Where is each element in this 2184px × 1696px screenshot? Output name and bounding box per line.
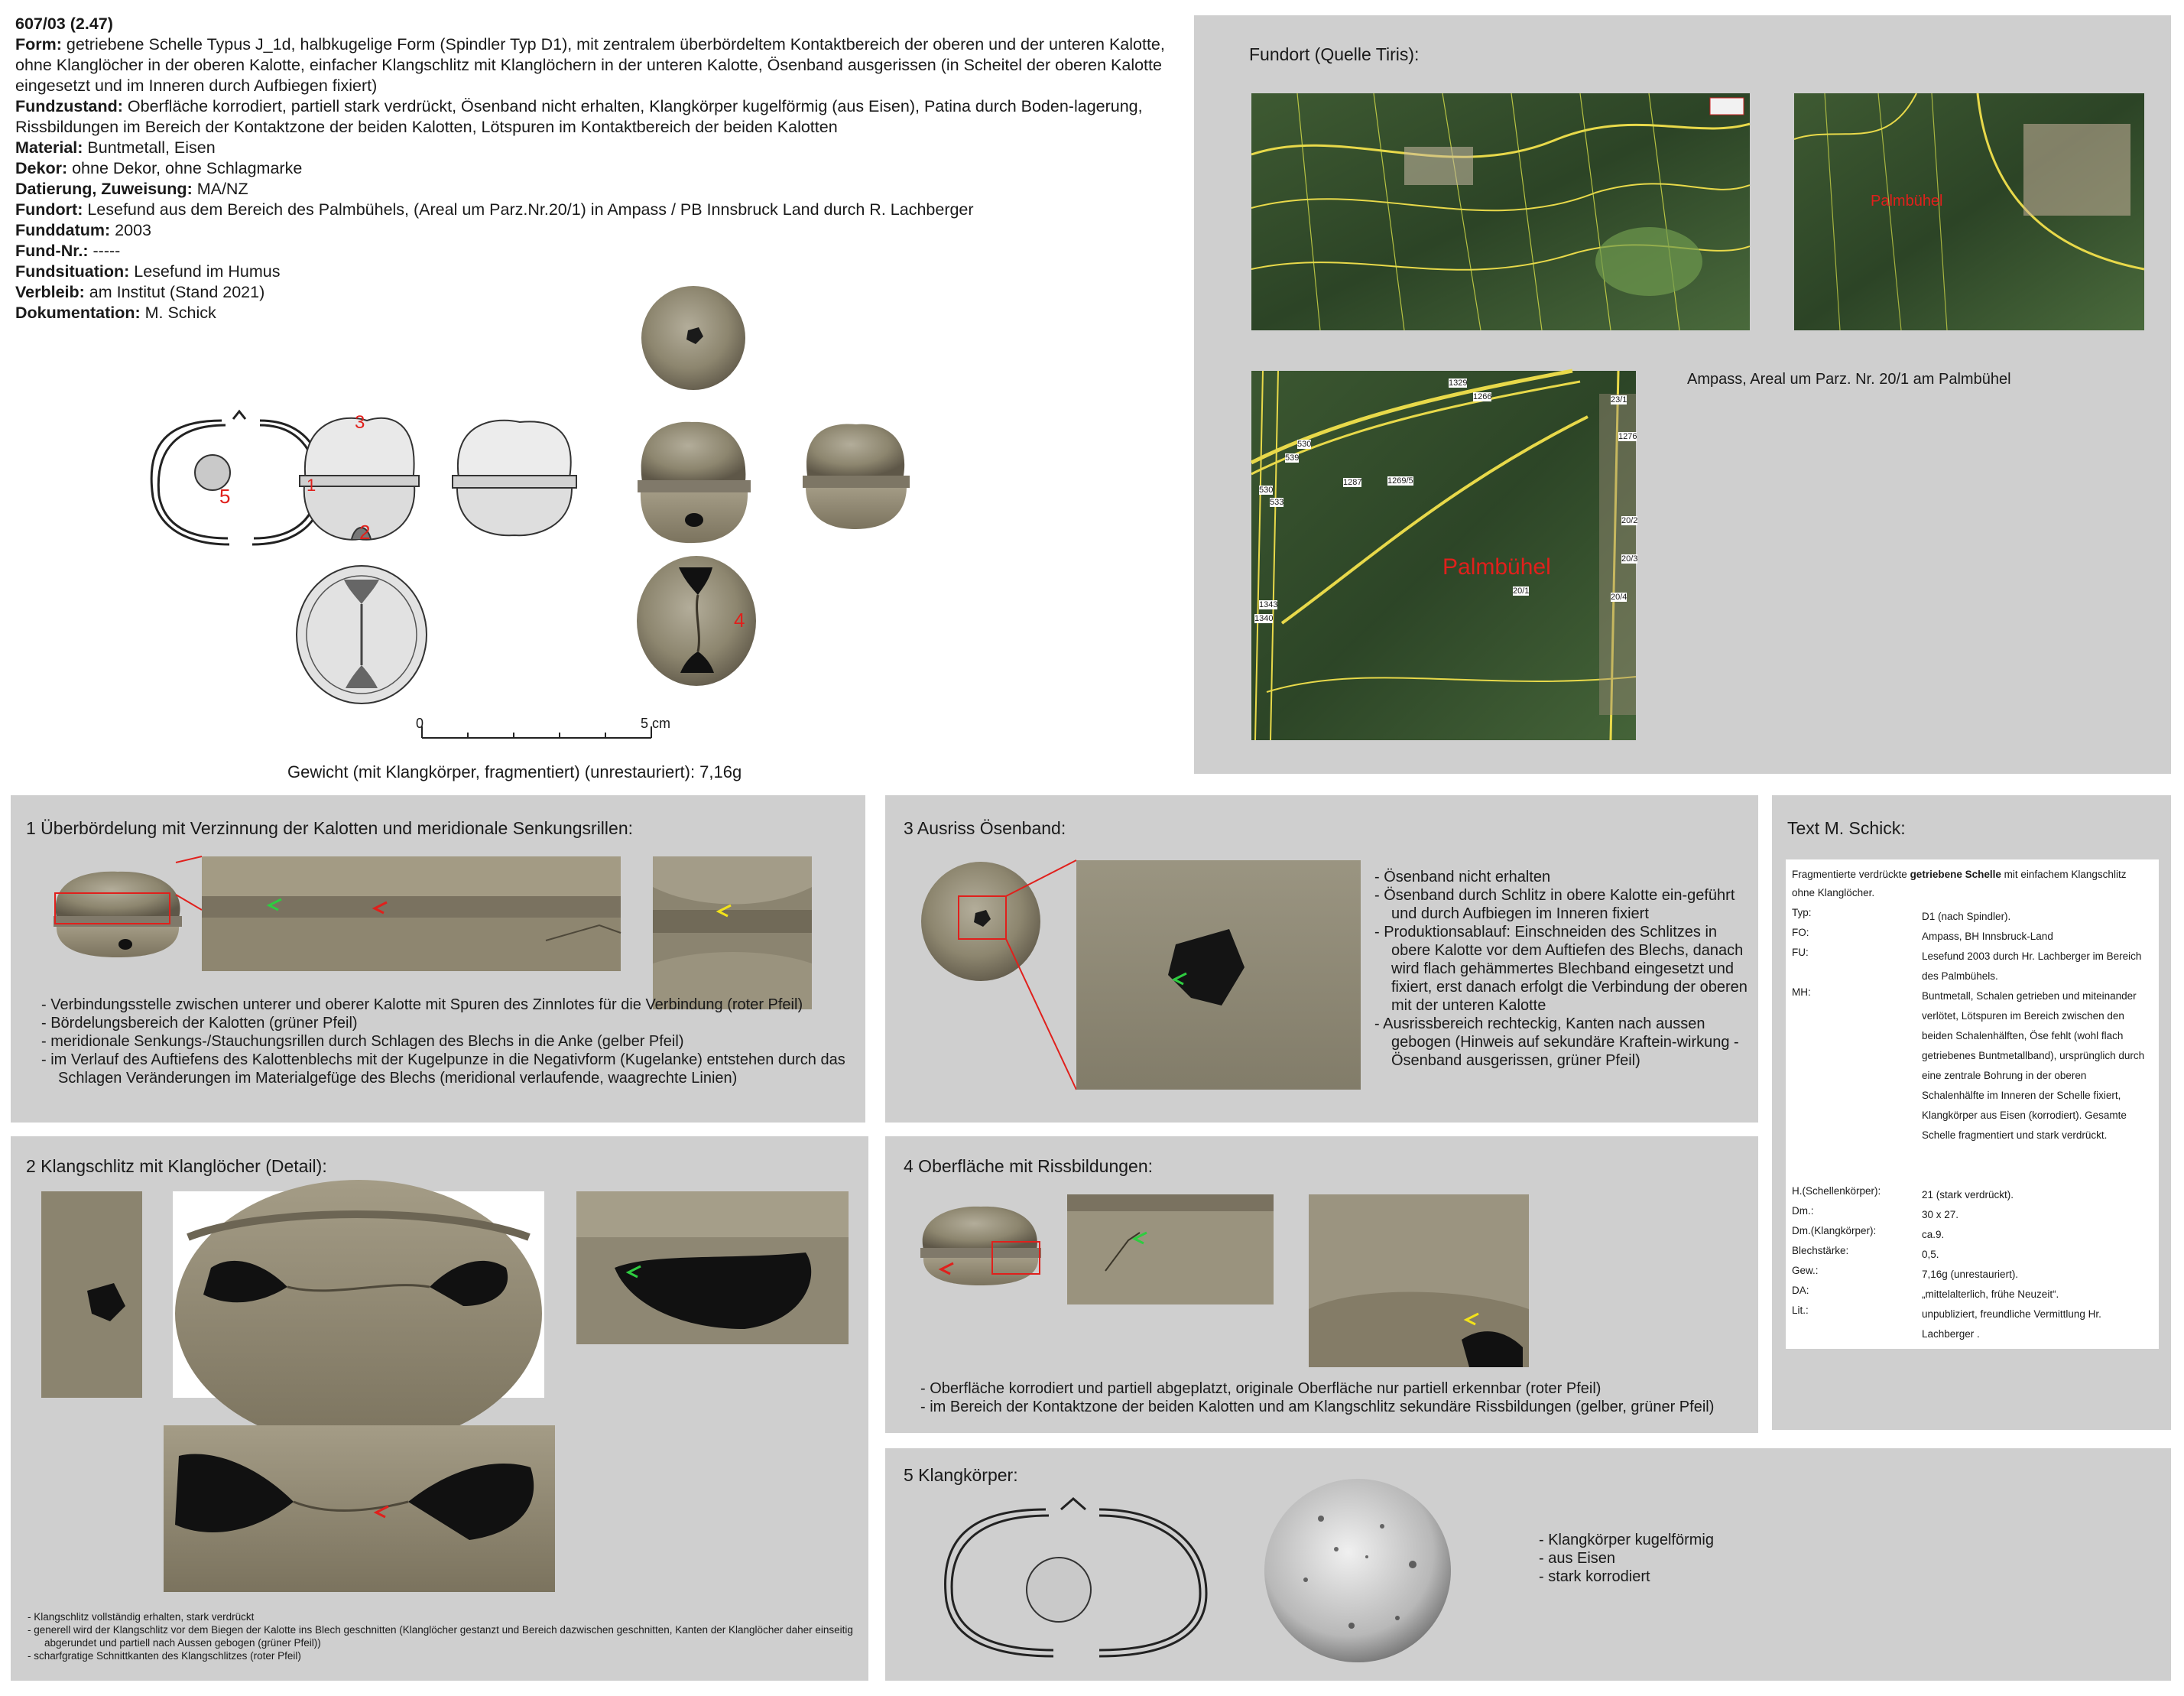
- panel-3-detail-photo: [1076, 860, 1361, 1090]
- field-fundort: Fundort: Lesefund aus dem Bereich des Palmbühels, (Areal um Parz.Nr.20/1) in Ampass / PB Innsbruck Land durch R. Lachberger: [15, 200, 974, 219]
- panel-2-slit-photo: [173, 1191, 544, 1398]
- panel-4-slit-crack-photo: [1309, 1194, 1529, 1367]
- panel-2-bullets: [28, 1610, 853, 1662]
- field-dokumentation: Dokumentation: M. Schick: [15, 304, 216, 322]
- text-intro: Fragmentierte verdrückte getriebene Schelle mit einfachem Klangschlitz ohne Klanglöcher.: [1792, 869, 2127, 898]
- panel-4-bullet: - im Bereich der Kontaktzone der beiden Kalotten und am Klangschlitz sekundäre Rissbildungen (gelber, grüner Pfeil): [920, 1398, 1754, 1416]
- photo-top: [641, 286, 745, 390]
- panel-3-bullet: - Ösenband nicht erhalten: [1374, 868, 1749, 886]
- map-parcel-label: Palmbühel: [1442, 554, 1551, 580]
- panel-5-klangkoerper-photo: [1260, 1473, 1455, 1668]
- panel-2-cut-photo: [164, 1425, 555, 1592]
- parcel-530-b: 530: [1259, 486, 1274, 495]
- label-1: 1: [307, 476, 316, 495]
- panel-1-bullet: - im Verlauf des Auftiefens des Kalottenblechs mit der Kugelpunze in die Negativform (Kugelanke) entstehen durch das Schlagen Veränderungen im Materialgefüge des Blechs (meridional verlaufende, waagrechte Linien): [41, 1051, 852, 1087]
- panel-4-title: 4 Oberfläche mit Rissbildungen:: [904, 1156, 1153, 1176]
- fundort-caption: Ampass, Areal um Parz. Nr. 20/1 am Palmbühel: [1687, 371, 2011, 388]
- parcel-1287: 1287: [1343, 478, 1362, 487]
- map-parcel: [1251, 371, 1636, 740]
- scale-start: 0: [416, 716, 424, 731]
- field-dekor: Dekor: ohne Dekor, ohne Schlagmarke: [15, 159, 303, 177]
- parcel-20-4: 20/4: [1611, 593, 1627, 602]
- photo-side: [803, 424, 910, 529]
- panel-4: [885, 1136, 1758, 1433]
- panel-3-bullet: - Ausrissbereich rechteckig, Kanten nach aussen gebogen (Hinweis auf sekundäre Kraftein-wirkung - Ösenband ausgerissen, grüner Pfeil): [1374, 1015, 1749, 1070]
- panel-1-bullets: [41, 996, 852, 1087]
- label-3: 3: [355, 412, 365, 433]
- parcel-539: 539: [1285, 453, 1300, 463]
- panel-3-bullets: [1374, 868, 1749, 1070]
- panel-2-side-photo: [41, 1191, 142, 1398]
- field-funddatum: Funddatum: 2003: [15, 221, 152, 239]
- panel-5-title: 5 Klangkörper:: [904, 1465, 1018, 1485]
- label-4: 4: [734, 609, 745, 632]
- parcel-20-2: 20/2: [1621, 516, 1638, 525]
- parcel-1266: 1266: [1473, 392, 1492, 401]
- panel-3: [885, 795, 1758, 1123]
- field-fund-nr: Fund-Nr.: -----: [15, 242, 121, 260]
- panel-2-bullet: - scharfgratige Schnittkanten des Klangschlitzes (roter Pfeil): [28, 1649, 853, 1662]
- fundort-title: Fundort (Quelle Tiris):: [1249, 44, 1420, 64]
- panel-5-bullet: - aus Eisen: [1539, 1549, 1845, 1568]
- field-fundzustand: Fundzustand: Oberfläche korrodiert, partiell stark verdrückt, Ösenband nicht erhalten, Klangkörper kugelförmig (aus Eisen), Patina durch Boden-lagerung, Rissbildungen im Bereich der Kontaktzone der beiden Kalotten, Lötspuren im Kontaktbereich der beiden Kalotten: [15, 97, 1143, 136]
- panel-2-bullet: - Klangschlitz vollständig erhalten, stark verdrückt: [28, 1610, 853, 1623]
- parcel-1343: 1343: [1259, 600, 1278, 609]
- field-form: Form: getriebene Schelle Typus J_1d, halbkugelige Form (Spindler Typ D1), mit zentralem überbördeltem Kontaktbereich der oberen und der unteren Kalotte, ohne Klanglöcher in der oberen Kalotte, einfacher Klangschlitz mit Klanglöchern in der unteren Kalotte, Ösenband ausgerissen (in Scheitel der oberen Kalotte eingesetzt und im Inneren durch Aufbiegen fixiert): [15, 35, 1165, 95]
- panel-4-bullet: - Oberfläche korrodiert und partiell abgeplatzt, originale Oberfläche nur partiell erkennbar (roter Pfeil): [920, 1379, 1754, 1398]
- scale-end: 5 cm: [641, 716, 671, 731]
- panel-1-bullet: - Verbindungsstelle zwischen unterer und oberer Kalotte mit Spuren des Zinnlotes für die Verbindung (roter Pfeil): [41, 996, 852, 1014]
- panel-5: [885, 1448, 2171, 1681]
- panel-1-bullet: - Bördelungsbereich der Kalotten (grüner Pfeil): [41, 1014, 852, 1032]
- map-overview: [1251, 93, 1750, 330]
- panel-4-bullets: [920, 1379, 1754, 1416]
- panel-5-bullet: - Klangkörper kugelförmig: [1539, 1531, 1845, 1549]
- map-detail: [1794, 93, 2144, 330]
- parcel-1276: 1276: [1618, 432, 1637, 441]
- map-detail-label: Palmbühel: [1871, 193, 1943, 210]
- panel-3-title: 3 Ausriss Ösenband:: [904, 818, 1066, 838]
- parcel-1269-5: 1269/5: [1387, 476, 1413, 486]
- parcel-533: 533: [1270, 498, 1284, 507]
- parcel-1329: 1329: [1449, 379, 1468, 388]
- weight-caption: Gewicht (mit Klangkörper, fragmentiert) (unrestauriert): 7,16g: [287, 762, 742, 781]
- panel-2-title: 2 Klangschlitz mit Klanglöcher (Detail):: [26, 1156, 327, 1176]
- object-id: 607/03 (2.47): [15, 15, 113, 33]
- panel-1-rill-photo: [653, 856, 812, 1009]
- panel-1-title: 1 Überbördelung mit Verzinnung der Kalotten und meridionale Senkungsrillen:: [26, 818, 633, 838]
- fundort-panel: [1194, 15, 2171, 774]
- field-material: Material: Buntmetall, Eisen: [15, 138, 216, 157]
- side-drawing: [453, 421, 576, 536]
- parcel-23-1: 23/1: [1611, 395, 1627, 405]
- panel-3-bullet: - Ösenband durch Schlitz in obere Kalotte ein-geführt und durch Aufbiegen im Inneren fixiert: [1374, 886, 1749, 923]
- panel-5-bullet: - stark korrodiert: [1539, 1568, 1845, 1586]
- panel-1: [11, 795, 865, 1123]
- panel-2-bullet: - generell wird der Klangschlitz vor dem Biegen der Kalotte ins Blech geschnitten (Klanglöcher gestanzt und Bereich dazwischen geschnitten, Kanten der Klanglöcher daher einseitig abgerundet und partiell nach Aussen gebogen (grüner Pfeil)): [28, 1623, 853, 1649]
- panel-4-overview-photo: [916, 1197, 1046, 1289]
- field-verbleib: Verbleib: am Institut (Stand 2021): [15, 283, 265, 301]
- panel-1-bullet: - meridionale Senkungs-/Stauchungsrillen durch Schlagen des Blechs in die Anke (gelber Pfeil): [41, 1032, 852, 1051]
- photo-front: [638, 422, 751, 543]
- field-datierung: Datierung, Zuweisung: MA/NZ: [15, 180, 248, 198]
- bottom-drawing: [297, 566, 427, 703]
- object-views: [138, 275, 933, 711]
- panel-2-edge-photo: [576, 1191, 849, 1344]
- panel-2: [11, 1136, 868, 1681]
- text-schick: Fragmentierte verdrückte getriebene Schelle mit einfachem Klangschlitz ohne Klanglöcher. Typ: D1 (nach Spindler). FO: Ampass, BH Innsbruck-Land FU: Lesefund 2003 durch Hr. Lachberger im Bereich des Palmbühels. MH: Buntmetall, Schalen getrieben und miteinander verlötet, Lötspuren im Bereich zwischen den beiden Schalenhälften, Öse fehlt (wohl flach getriebenes Buntmetallband), ursprünglich durch eine zentrale Bohrung in der oberen Schalenhälfte im Inneren der Schelle fixiert, Klangkörper aus Eisen (korrodiert). Gesamte Schelle fragmentiert und stark verdrückt. H.(Schellenkörper): 21 (stark verdrückt). Dm.: 30 x 27. Dm.(Klangkörper): ca.9. Blechstärke: 0,5. Gew.: 7,16g (unrestauriert). DA: „mittelalterlich, frühe Neuzeit“. Lit.: unpubliziert, freundliche Vermittlung Hr. Lachberger .: [1786, 859, 2159, 1349]
- section-drawing: [151, 411, 323, 544]
- panel-3-bullet: - Produktionsablauf: Einschneiden des Schlitzes in obere Kalotte vor dem Auftiefen des Blechs, danach wird flach gehämmertes Blechband eingesetzt und fixiert, erst danach erfolgt die Verbindung der oberen mit der unteren Kalotte: [1374, 923, 1749, 1015]
- panel-4-crack-photo: [1067, 1194, 1274, 1304]
- scale-bar: [422, 726, 651, 738]
- parcel-530-a: 530: [1297, 440, 1312, 449]
- text-panel-title: Text M. Schick:: [1787, 818, 1906, 838]
- field-fundsituation: Fundsituation: Lesefund im Humus: [15, 262, 281, 281]
- parcel-20-1: 20/1: [1513, 586, 1530, 596]
- parcel-1340: 1340: [1254, 614, 1274, 623]
- panel-5-bullets: [1539, 1531, 1845, 1586]
- panel-1-detail-photo: [202, 856, 621, 971]
- panel-5-section-drawing: [931, 1479, 1222, 1670]
- label-2: 2: [359, 521, 371, 544]
- label-5-drawing: 5: [219, 485, 231, 508]
- parcel-20-3: 20/3: [1621, 554, 1638, 564]
